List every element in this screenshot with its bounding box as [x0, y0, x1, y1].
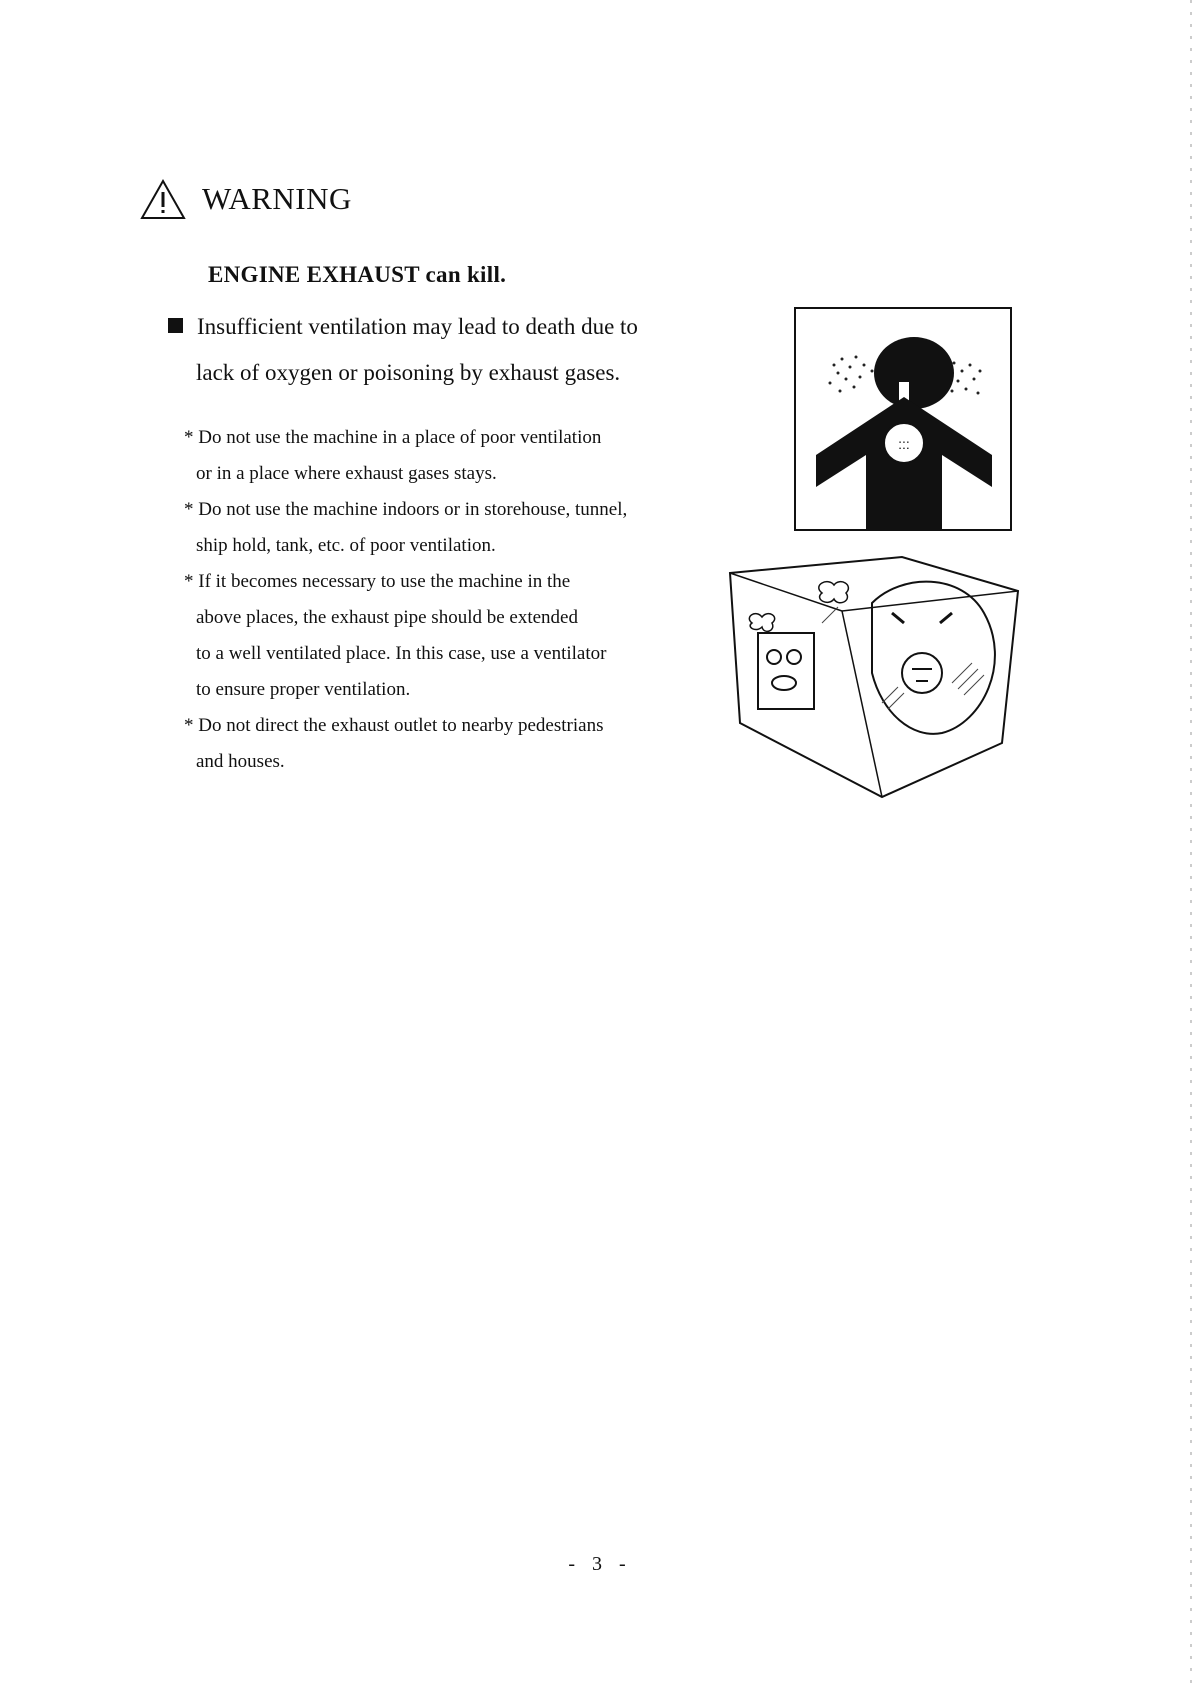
- note-line: * Do not use the machine in a place of poor ventilation: [184, 427, 602, 448]
- warning-header: [140, 178, 352, 220]
- note-line: * Do not direct the exhaust outlet to nearby pedestrians: [184, 715, 604, 736]
- note-line: above places, the exhaust pipe should be extended: [196, 607, 578, 628]
- note-line: to a well ventilated place. In this case, use a ventilator: [196, 643, 607, 664]
- note-line: to ensure proper ventilation.: [196, 679, 411, 700]
- page-number: - 3 -: [568, 1553, 632, 1575]
- bullet-text-1: Insufficient ventilation may lead to death due to: [197, 314, 638, 339]
- bullet-statement: [168, 304, 638, 396]
- notes-list: [184, 420, 774, 780]
- note-line: and houses.: [196, 751, 285, 772]
- svg-text::::: :::: [898, 436, 910, 452]
- note-line: ship hold, tank, etc. of poor ventilation.: [196, 535, 496, 556]
- note-line: or in a place where exhaust gases stays.: [196, 463, 497, 484]
- exhaust-cartoon-illustration: [722, 553, 1022, 799]
- warning-title: WARNING: [202, 181, 352, 216]
- section-subheading: ENGINE EXHAUST can kill.: [208, 262, 507, 287]
- bullet-line: [168, 304, 638, 350]
- note-line: * Do not use the machine indoors or in storehouse, tunnel,: [184, 499, 628, 520]
- note-line: * If it becomes necessary to use the machine in the: [184, 571, 571, 592]
- exhaust-gas-hazard-icon: [794, 307, 1012, 531]
- page-edge-artifact: [1190, 0, 1192, 1691]
- bullet-square-icon: [168, 318, 183, 333]
- warning-triangle-icon: [140, 178, 186, 220]
- bullet-text-2: lack of oxygen or poisoning by exhaust gases.: [196, 360, 621, 385]
